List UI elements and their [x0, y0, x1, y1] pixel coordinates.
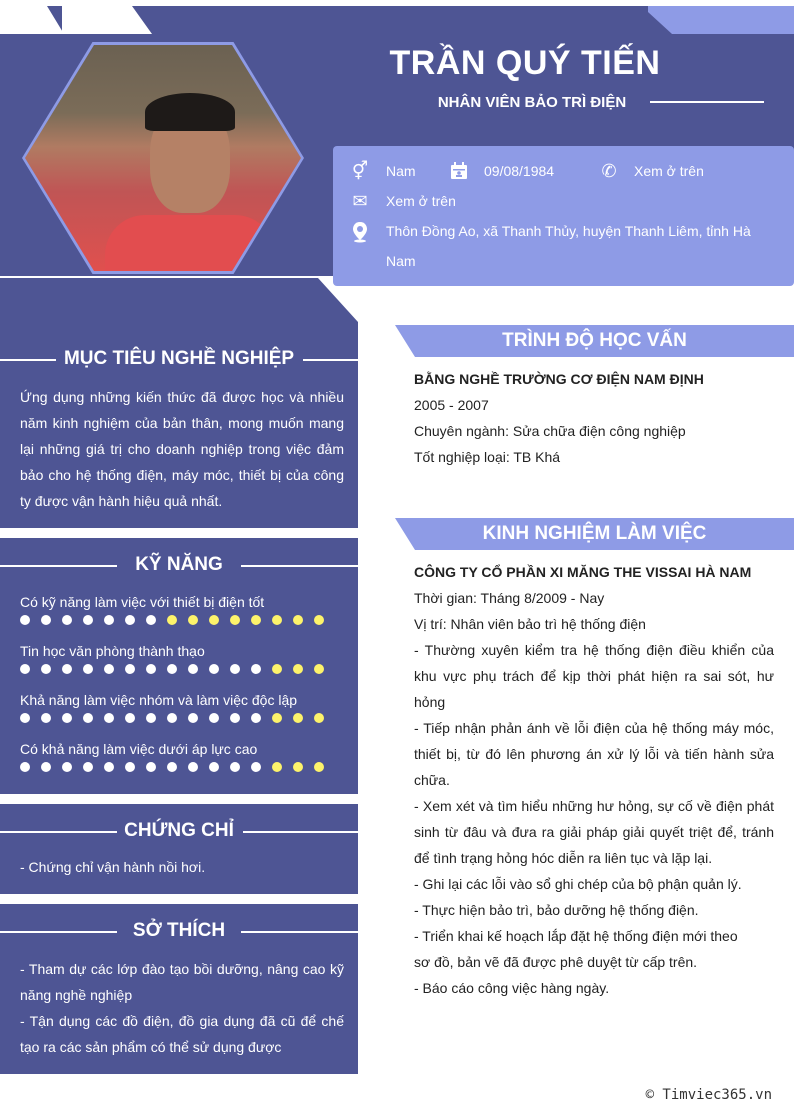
- skill-dot-filled: [209, 664, 219, 674]
- hobbies-heading: SỞ THÍCH: [132, 920, 226, 941]
- skill-dot-filled: [125, 615, 135, 625]
- hobbies-panel: [0, 904, 358, 1074]
- skill-dot-empty: [314, 664, 324, 674]
- skill-dot-empty: [230, 615, 240, 625]
- candidate-name: TRẦN QUÝ TIẾN: [389, 44, 661, 82]
- experience-duty: - Tiếp nhận phản ánh về lỗi điện của hệ thống máy móc, thiết bị, từ đó lên phương án xử lý lỗi và tiến hành sửa chữa.: [414, 720, 774, 788]
- education-school: BẰNG NGHỀ TRƯỜNG CƠ ĐIỆN NAM ĐỊNH: [414, 371, 704, 387]
- skill-dot-empty: [293, 713, 303, 723]
- skill-rating: [20, 762, 324, 772]
- skill-dot-filled: [188, 713, 198, 723]
- education-details: [414, 366, 774, 470]
- experience-duty: - Báo cáo công việc hàng ngày.: [414, 980, 610, 996]
- skill-dot-empty: [293, 615, 303, 625]
- address-line-1: Thôn Đồng Ao, xã Thanh Thủy, huyện Thanh Liêm, tỉnh Hà: [386, 223, 751, 239]
- experience-position: Vị trí: Nhân viên bảo trì hệ thống điện: [414, 616, 646, 632]
- skill-dot-filled: [20, 615, 30, 625]
- skill-dot-empty: [272, 762, 282, 772]
- skill-rating: [20, 713, 324, 723]
- skill-label: Có kỹ năng làm việc với thiết bị điện tốt: [20, 594, 265, 610]
- skill-dot-filled: [125, 713, 135, 723]
- gender-icon: ⚥: [351, 161, 369, 181]
- skill-dot-empty: [293, 762, 303, 772]
- phone-value: Xem ở trên: [634, 163, 704, 179]
- skills-heading: KỸ NĂNG: [135, 554, 223, 575]
- skill-dot-empty: [314, 713, 324, 723]
- objective-text: Ứng dụng những kiến thức đã được học và nhiều năm kinh nghiệm của bản thân, mong muốn mang lại những giá trị cho doanh nghiệp trong việc đảm bảo cho hệ thống điện, máy móc, thiết bị của công ty được vận hành hiệu quả nhất.: [20, 389, 344, 509]
- skill-dot-filled: [209, 762, 219, 772]
- skill-dot-filled: [20, 713, 30, 723]
- email-value: Xem ở trên: [386, 193, 456, 209]
- skill-dot-filled: [188, 664, 198, 674]
- skill-dot-filled: [41, 664, 51, 674]
- skill-label: Khả năng làm việc nhóm và làm việc độc lập: [20, 692, 298, 708]
- calendar-icon: [448, 161, 470, 185]
- skill-dot-filled: [209, 713, 219, 723]
- skill-rating: [20, 664, 324, 674]
- skill-dot-filled: [146, 762, 156, 772]
- objective-heading-line-right: [303, 359, 358, 361]
- skill-dot-filled: [62, 713, 72, 723]
- skill-dot-filled: [41, 762, 51, 772]
- skill-dot-filled: [125, 664, 135, 674]
- location-icon: [349, 221, 371, 247]
- skill-dot-filled: [20, 664, 30, 674]
- skill-dot-filled: [146, 615, 156, 625]
- skill-dot-filled: [41, 713, 51, 723]
- skill-dot-filled: [251, 762, 261, 772]
- skill-dot-filled: [125, 762, 135, 772]
- skill-dot-filled: [188, 762, 198, 772]
- skill-dot-filled: [230, 664, 240, 674]
- hobby-item: - Tham dự các lớp đào tạo bồi dưỡng, nâng cao kỹ năng nghề nghiệp: [20, 961, 344, 1003]
- skill-dot-filled: [104, 713, 114, 723]
- certificates-text: - Chứng chỉ vận hành nồi hơi.: [20, 859, 206, 875]
- skill-dot-filled: [83, 615, 93, 625]
- skill-dot-empty: [167, 615, 177, 625]
- skill-dot-filled: [230, 762, 240, 772]
- skill-dot-empty: [314, 762, 324, 772]
- education-heading: TRÌNH ĐỘ HỌC VẤN: [502, 330, 687, 351]
- skill-dot-filled: [251, 664, 261, 674]
- certificates-panel: [0, 804, 358, 894]
- objective-heading: MỤC TIÊU NGHỀ NGHIỆP: [63, 348, 295, 369]
- experience-details: [414, 559, 774, 1001]
- skill-rating: [20, 615, 324, 625]
- avatar-hair: [145, 93, 235, 131]
- certificates-heading-line-right: [243, 831, 358, 833]
- experience-heading: KINH NGHIỆM LÀM VIỆC: [482, 523, 707, 544]
- phone-icon: ✆: [601, 161, 617, 181]
- skill-dot-empty: [251, 615, 261, 625]
- skill-dot-filled: [62, 664, 72, 674]
- skill-dot-empty: [293, 664, 303, 674]
- skill-dot-filled: [104, 615, 114, 625]
- skill-dot-filled: [167, 664, 177, 674]
- skill-dot-filled: [146, 664, 156, 674]
- footer-credit: © Timviec365.vn: [645, 1087, 772, 1103]
- objective-panel: [0, 322, 358, 528]
- education-grade: Tốt nghiệp loại: TB Khá: [414, 449, 561, 465]
- skill-dot-empty: [272, 615, 282, 625]
- skill-dot-filled: [146, 713, 156, 723]
- skill-dot-empty: [272, 713, 282, 723]
- skill-dot-filled: [62, 615, 72, 625]
- skill-label: Tin học văn phòng thành thạo: [20, 643, 205, 659]
- birthday-value: 09/08/1984: [484, 163, 555, 179]
- experience-time: Thời gian: Tháng 8/2009 - Nay: [414, 590, 605, 606]
- email-icon: ✉: [352, 191, 368, 211]
- skill-dot-filled: [20, 762, 30, 772]
- skills-heading-line-right: [241, 565, 358, 567]
- skills-panel: [0, 538, 358, 794]
- gender-value: Nam: [386, 163, 416, 179]
- job-title-divider: [650, 101, 764, 103]
- skill-dot-filled: [230, 713, 240, 723]
- skill-dot-filled: [83, 762, 93, 772]
- skill-dot-empty: [314, 615, 324, 625]
- experience-duty: - Triển khai kế hoạch lắp đặt hệ thống điện mới theo sơ đồ, bản vẽ đã được phê duyệt từ cấp trên.: [414, 928, 738, 970]
- skill-dot-filled: [251, 713, 261, 723]
- skill-dot-empty: [188, 615, 198, 625]
- education-period: 2005 - 2007: [414, 397, 489, 413]
- hobbies-heading-line-right: [241, 931, 358, 933]
- skill-dot-filled: [41, 615, 51, 625]
- experience-duty: - Thực hiện bảo trì, bảo dưỡng hệ thống điện.: [414, 902, 699, 918]
- experience-company: CÔNG TY CỔ PHẦN XI MĂNG THE VISSAI HÀ NAM: [414, 564, 752, 580]
- skill-dot-filled: [83, 664, 93, 674]
- skill-dot-filled: [167, 713, 177, 723]
- education-major: Chuyên ngành: Sửa chữa điện công nghiệp: [414, 423, 686, 439]
- skill-dot-filled: [83, 713, 93, 723]
- header-notch-decoration: [62, 0, 152, 34]
- skill-dot-filled: [62, 762, 72, 772]
- skill-dot-empty: [272, 664, 282, 674]
- header-accent-decoration: [648, 6, 794, 34]
- left-column-cap: [0, 278, 358, 322]
- experience-duty: - Xem xét và tìm hiểu những hư hỏng, sự cố về điện phát sinh từ đâu và đưa ra giải pháp giải quyết triệt để, tránh để tình trạng hỏng hóc diễn ra liên tục và lặp lại.: [414, 798, 774, 866]
- experience-duty: - Thường xuyên kiểm tra hệ thống điện điều khiển của khu vực phụ trách để kịp thời phát hiện ra sai sót, hư hỏng: [414, 642, 774, 710]
- skill-dot-filled: [167, 762, 177, 772]
- job-title: NHÂN VIÊN BẢO TRÌ ĐIỆN: [437, 94, 627, 111]
- certificates-heading: CHỨNG CHỈ: [124, 820, 234, 841]
- skill-label: Có khả năng làm việc dưới áp lực cao: [20, 741, 258, 757]
- skill-dot-filled: [104, 664, 114, 674]
- address-line-2: Nam: [386, 253, 416, 269]
- experience-duty: - Ghi lại các lỗi vào sổ ghi chép của bộ phận quản lý.: [414, 876, 742, 892]
- skill-dot-empty: [209, 615, 219, 625]
- hobby-item: - Tận dụng các đồ điện, đồ gia dụng đã cũ để chế tạo ra các sản phẩm có thể sử dụng được: [20, 1013, 344, 1055]
- skill-dot-filled: [104, 762, 114, 772]
